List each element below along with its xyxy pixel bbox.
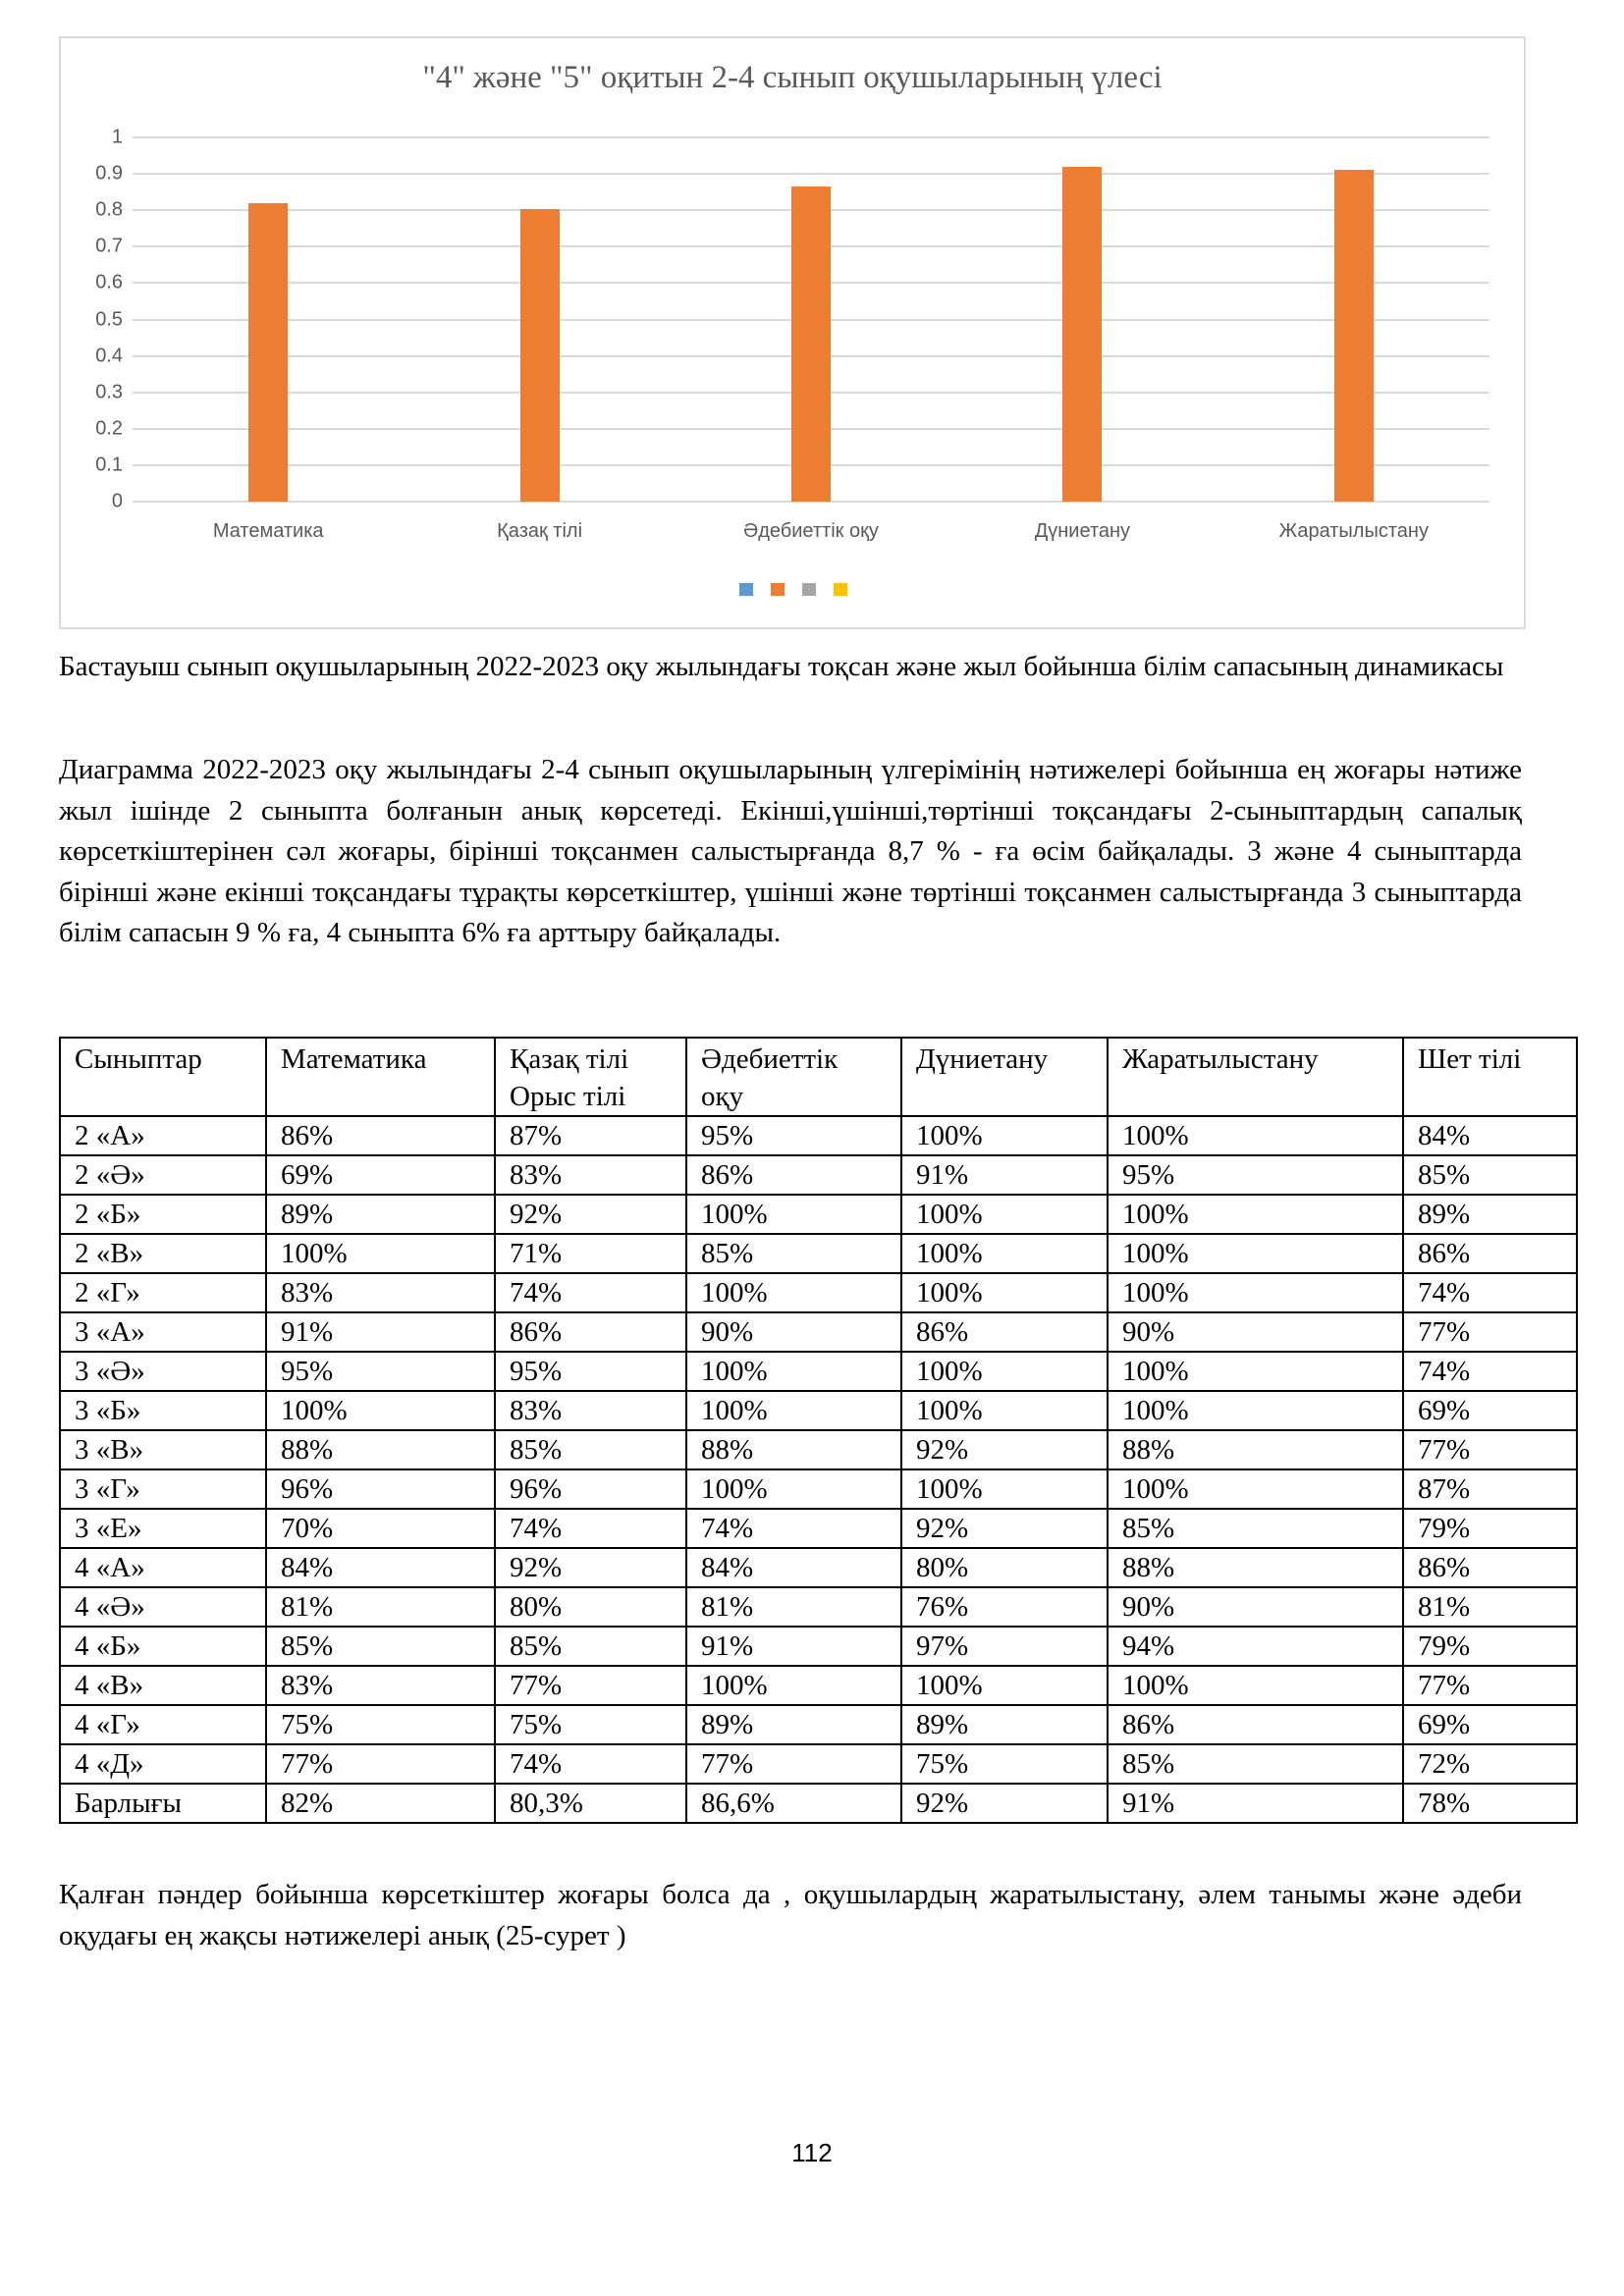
bar [791,187,831,502]
legend-swatch [771,583,785,596]
table-cell: 86,6% [686,1784,901,1823]
table-cell: 100% [901,1469,1108,1509]
column-header: Сыныптар [60,1038,266,1116]
table-cell: 85% [686,1234,901,1273]
table-cell: 87% [495,1116,686,1155]
table-cell: 89% [686,1705,901,1744]
table-row [60,1744,1577,1784]
table-row [60,1430,1577,1469]
table-cell: 91% [1108,1784,1403,1823]
y-tick-label: 0.8 [95,198,123,221]
table-cell: 86% [266,1116,495,1155]
table-cell: 76% [901,1587,1108,1627]
table-cell: 2 «В» [60,1234,266,1273]
table-cell: 89% [1403,1195,1577,1234]
table-cell: 86% [901,1312,1108,1352]
table-cell: 100% [686,1391,901,1430]
table-cell: 83% [266,1666,495,1705]
table-cell: 90% [686,1312,901,1352]
table-cell: 71% [495,1234,686,1273]
y-tick-label: 0.1 [95,454,123,476]
table-header-row [60,1038,1577,1116]
table-cell: 74% [495,1273,686,1312]
table-cell: 4 «А» [60,1548,266,1587]
bar [1062,167,1102,502]
table-cell: 84% [266,1548,495,1587]
legend-swatch [802,583,816,596]
table-cell: 84% [686,1548,901,1587]
table-cell: 85% [1108,1744,1403,1784]
table-cell: 100% [266,1234,495,1273]
table-cell: 92% [901,1784,1108,1823]
table-cell: 100% [901,1273,1108,1312]
table-cell: 2 «Б» [60,1195,266,1234]
table-cell: 92% [495,1195,686,1234]
table-cell: Барлығы [60,1784,266,1823]
plot-area [95,126,1489,542]
table-row [60,1666,1577,1705]
table-cell: 86% [686,1155,901,1195]
table-cell: 84% [1403,1116,1577,1155]
x-axis-label: Әдебиеттік оқу [743,520,879,542]
table-cell: 3 «Е» [60,1509,266,1548]
table-cell: 4 «Ә» [60,1587,266,1627]
table-cell: 100% [686,1666,901,1705]
legend-swatch [739,583,753,596]
bar-chart [59,36,1526,629]
table-cell: 74% [1403,1352,1577,1391]
y-tick-label: 0.6 [95,271,123,294]
table-cell: 100% [1108,1666,1403,1705]
table-cell: 100% [266,1391,495,1430]
table-cell: 88% [1108,1548,1403,1587]
table-cell: 85% [1403,1155,1577,1195]
table-cell: 85% [1108,1509,1403,1548]
table-cell: 2 «А» [60,1116,266,1155]
table-cell: 3 «Б» [60,1391,266,1430]
table-cell: 74% [495,1744,686,1784]
table-cell: 3 «А» [60,1312,266,1352]
table-cell: 100% [686,1195,901,1234]
table-cell: 100% [901,1391,1108,1430]
table-cell: 88% [1108,1430,1403,1469]
analysis-text: Диаграмма 2022-2023 оқу жылындағы 2-4 сынып оқушыларының үлгерімінің нәтижелері бойынша ең жоғары нәтиже жыл ішінде 2 сыныпта болғанын анық көрсетеді. Екінші,үшінші,төртінші тоқсандағы 2-сыныптардың сапалық көрсеткіштерінен сәл жоғары, бірінші тоқсанмен салыстырғанда 8,7 % - ға өсім байқалады. 3 және 4 сыныптарда бірінші және екінші тоқсандағы тұрақты көрсеткіштер, үшінші және төртінші тоқсанмен салыстырғанда 3 сыныптарда білім сапасын 9 % ға, 4 сыныпта 6% ға арттыру байқалады. [59,754,1522,948]
grades-table [59,1037,1578,1824]
table-cell: 77% [1403,1430,1577,1469]
table-cell: 77% [1403,1312,1577,1352]
table-cell: 91% [266,1312,495,1352]
column-header: Шет тілі [1403,1038,1577,1116]
table-cell: 90% [1108,1587,1403,1627]
table-cell: 79% [1403,1627,1577,1666]
y-tick-label: 0.9 [95,162,123,185]
table-cell: 69% [1403,1705,1577,1744]
table-cell: 69% [266,1155,495,1195]
table-cell: 95% [686,1116,901,1155]
table-cell: 72% [1403,1744,1577,1784]
table-cell: 83% [495,1391,686,1430]
table-cell: 96% [495,1469,686,1509]
table-cell: 75% [495,1705,686,1744]
y-tick-label: 0.5 [95,308,123,330]
bar [520,209,560,502]
table-cell: 100% [1108,1195,1403,1234]
column-header: Жаратылыстану [1108,1038,1403,1116]
table-cell: 100% [686,1352,901,1391]
table-cell: 80% [495,1587,686,1627]
table-cell: 77% [1403,1666,1577,1705]
table-row [60,1548,1577,1587]
table-cell: 80% [901,1548,1108,1587]
y-tick-label: 1 [111,126,123,148]
conclusion-paragraph [59,1875,1522,1956]
table-cell: 77% [495,1666,686,1705]
y-tick-label: 0 [111,490,123,512]
table-cell: 89% [901,1705,1108,1744]
table-row [60,1705,1577,1744]
table-cell: 86% [495,1312,686,1352]
table-cell: 92% [901,1509,1108,1548]
table-row [60,1195,1577,1234]
table-cell: 96% [266,1469,495,1509]
table-cell: 88% [686,1430,901,1469]
conclusion-text: Қалған пәндер бойынша көрсеткіштер жоғары болса да , оқушылардың жаратылыстану, әлем танымы және әдеби оқудағы ең жақсы нәтижелері анық (25-сурет ) [59,1879,1522,1951]
table-cell: 100% [901,1666,1108,1705]
x-axis-label: Дүниетану [1034,520,1131,542]
table-cell: 85% [266,1627,495,1666]
table-cell: 91% [686,1627,901,1666]
x-axis-label: Математика [212,520,324,542]
table-row [60,1509,1577,1548]
table-row [60,1587,1577,1627]
table-row [60,1234,1577,1273]
table-cell: 85% [495,1627,686,1666]
gridline [133,136,1489,138]
x-axis-label: Қазақ тілі [497,520,583,542]
table-row [60,1273,1577,1312]
table-cell: 86% [1403,1234,1577,1273]
table-cell: 95% [266,1352,495,1391]
table-cell: 70% [266,1509,495,1548]
table-cell: 86% [1108,1705,1403,1744]
table-cell: 94% [1108,1627,1403,1666]
page-number: 112 [791,2138,833,2167]
table-cell: 92% [901,1430,1108,1469]
table-cell: 3 «Г» [60,1469,266,1509]
bar [248,203,288,502]
table-row [60,1469,1577,1509]
table-row [60,1312,1577,1352]
table-cell: 83% [266,1273,495,1312]
table-cell: 79% [1403,1509,1577,1548]
table-cell: 88% [266,1430,495,1469]
y-tick-label: 0.2 [95,417,123,440]
caption-text: Бастауыш сынып оқушыларының 2022-2023 оқу жылындағы тоқсан және жыл бойынша білім сапасының динамикасы [59,651,1504,682]
table-cell: 81% [1403,1587,1577,1627]
x-axis-label: Жаратылыстану [1278,520,1429,542]
table-cell: 100% [901,1195,1108,1234]
table-cell: 100% [686,1273,901,1312]
table-cell: 87% [1403,1469,1577,1509]
table-cell: 100% [1108,1273,1403,1312]
bar [1334,170,1374,502]
table-cell: 83% [495,1155,686,1195]
table-cell: 100% [901,1234,1108,1273]
table-cell: 100% [1108,1234,1403,1273]
table-cell: 78% [1403,1784,1577,1823]
table-cell: 4 «Б» [60,1627,266,1666]
gridline [133,173,1489,175]
chart-title: "4" және "5" оқитын 2-4 сынып оқушыларының үлесі [422,60,1163,95]
table-cell: 2 «Г» [60,1273,266,1312]
table-cell: 75% [266,1705,495,1744]
table-cell: 81% [266,1587,495,1627]
y-tick-label: 0.7 [95,235,123,257]
table-cell: 100% [901,1352,1108,1391]
y-tick-label: 0.3 [95,381,123,403]
table-cell: 100% [686,1469,901,1509]
table-cell: 100% [1108,1352,1403,1391]
table-cell: 100% [901,1116,1108,1155]
table-cell: 80,3% [495,1784,686,1823]
table-row [60,1352,1577,1391]
table-cell: 91% [901,1155,1108,1195]
chart-legend [739,583,847,596]
table-cell: 3 «Ә» [60,1352,266,1391]
table-cell: 95% [495,1352,686,1391]
chart-caption [59,647,1522,688]
table-cell: 82% [266,1784,495,1823]
table-cell: 4 «Г» [60,1705,266,1744]
table-cell: 4 «В» [60,1666,266,1705]
table-cell: 95% [1108,1155,1403,1195]
table-cell: 81% [686,1587,901,1627]
table-row [60,1627,1577,1666]
legend-swatch [834,583,847,596]
table-cell: 97% [901,1627,1108,1666]
table-row [60,1391,1577,1430]
table-row [60,1116,1577,1155]
table-cell: 92% [495,1548,686,1587]
table-cell: 86% [1403,1548,1577,1587]
column-header: Әдебиеттік оқу [686,1038,901,1116]
table-cell: 4 «Д» [60,1744,266,1784]
y-tick-label: 0.4 [95,345,123,367]
analysis-paragraph [59,750,1522,954]
table-row [60,1784,1577,1823]
table-cell: 100% [1108,1391,1403,1430]
table-cell: 3 «В» [60,1430,266,1469]
table-row [60,1155,1577,1195]
column-header: Дүниетану [901,1038,1108,1116]
table-cell: 90% [1108,1312,1403,1352]
column-header: Математика [266,1038,495,1116]
table-cell: 77% [266,1744,495,1784]
table-cell: 74% [1403,1273,1577,1312]
table-cell: 75% [901,1744,1108,1784]
table-cell: 74% [495,1509,686,1548]
table-cell: 74% [686,1509,901,1548]
table-cell: 2 «Ә» [60,1155,266,1195]
table-cell: 100% [1108,1469,1403,1509]
table-cell: 100% [1108,1116,1403,1155]
column-header: Қазақ тілі Орыс тілі [495,1038,686,1116]
table-cell: 77% [686,1744,901,1784]
table-cell: 89% [266,1195,495,1234]
table-cell: 69% [1403,1391,1577,1430]
table-cell: 85% [495,1430,686,1469]
